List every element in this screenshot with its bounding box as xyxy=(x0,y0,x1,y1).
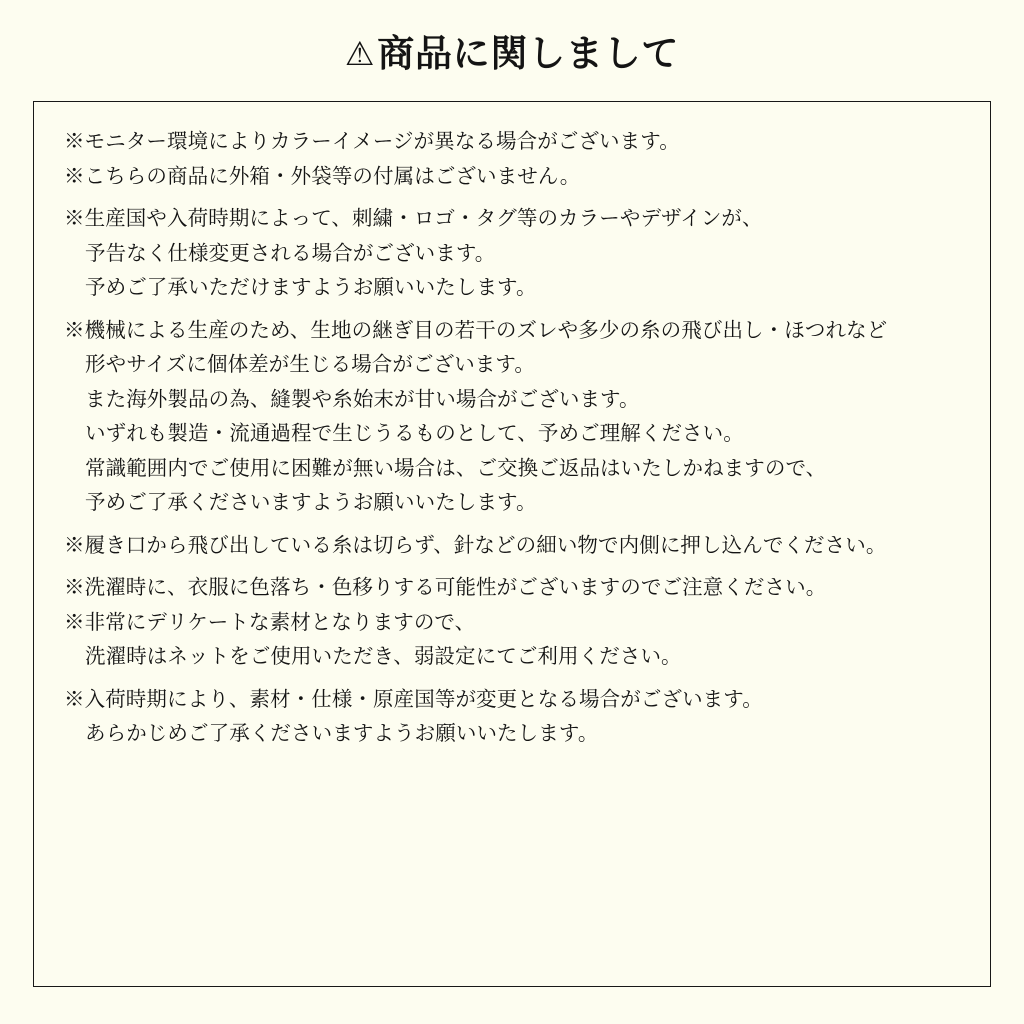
notice-block xyxy=(64,578,960,668)
notice-line: ※機械による生産のため、生地の継ぎ目の若干のズレや多少の糸の飛び出し・ほつれなど xyxy=(64,318,888,342)
notice-line: あらかじめご了承くださいますようお願いいたします。 xyxy=(85,722,599,745)
notice-line: ※履き口から飛び出している糸は切らず、針などの細い物で内側に押し込んでください。 xyxy=(64,533,887,557)
notice-body xyxy=(34,102,990,745)
notice-block xyxy=(64,318,960,514)
notice-block xyxy=(64,132,960,187)
notice-block xyxy=(64,687,960,745)
notice-line: ※こちらの商品に外箱・外袋等の付属はございません。 xyxy=(64,164,581,188)
notice-line: ※生産国や入荷時期によって、刺繍・ロゴ・タグ等のカラーやデザインが、 xyxy=(64,207,763,230)
notice-line: ※非常にデリケートな素材となりますので、 xyxy=(64,610,476,634)
page-title-text: 商品に関しまして xyxy=(377,33,680,74)
notice-line: 予めご了承いただけますようお願いいたします。 xyxy=(85,276,537,299)
notice-line: また海外製品の為、縫製や糸始末が甘い場合がございます。 xyxy=(85,387,640,411)
page-title xyxy=(0,0,1024,96)
notice-line: ※入荷時期により、素材・仕様・原産国等が変更となる場合がございます。 xyxy=(64,687,763,711)
notice-line: 洗濯時はネットをご使用いただき、弱設定にてご利用ください。 xyxy=(85,645,682,668)
warning-icon: ⚠ xyxy=(344,35,376,73)
notice-line: 形やサイズに個体差が生じる場合がございます。 xyxy=(85,353,535,376)
notice-line: 予告なく仕様変更される場合がございます。 xyxy=(85,241,496,265)
notice-line: ※モニター環境によりカラーイメージが異なる場合がございます。 xyxy=(64,130,680,153)
notice-line: いずれも製造・流通過程で生じうるものとして、予めご理解ください。 xyxy=(85,422,744,445)
notice-line: 予めご了承くださいますようお願いいたします。 xyxy=(85,491,537,514)
notice-block xyxy=(64,533,960,557)
notice-frame xyxy=(33,101,991,987)
notice-block xyxy=(64,209,960,299)
notice-line: ※洗濯時に、衣服に色落ち・色移りする可能性がございますのでご注意ください。 xyxy=(64,576,827,599)
notice-line: 常識範囲内でご使用に困難が無い場合は、ご交換ご返品はいたしかねますので、 xyxy=(85,456,827,480)
